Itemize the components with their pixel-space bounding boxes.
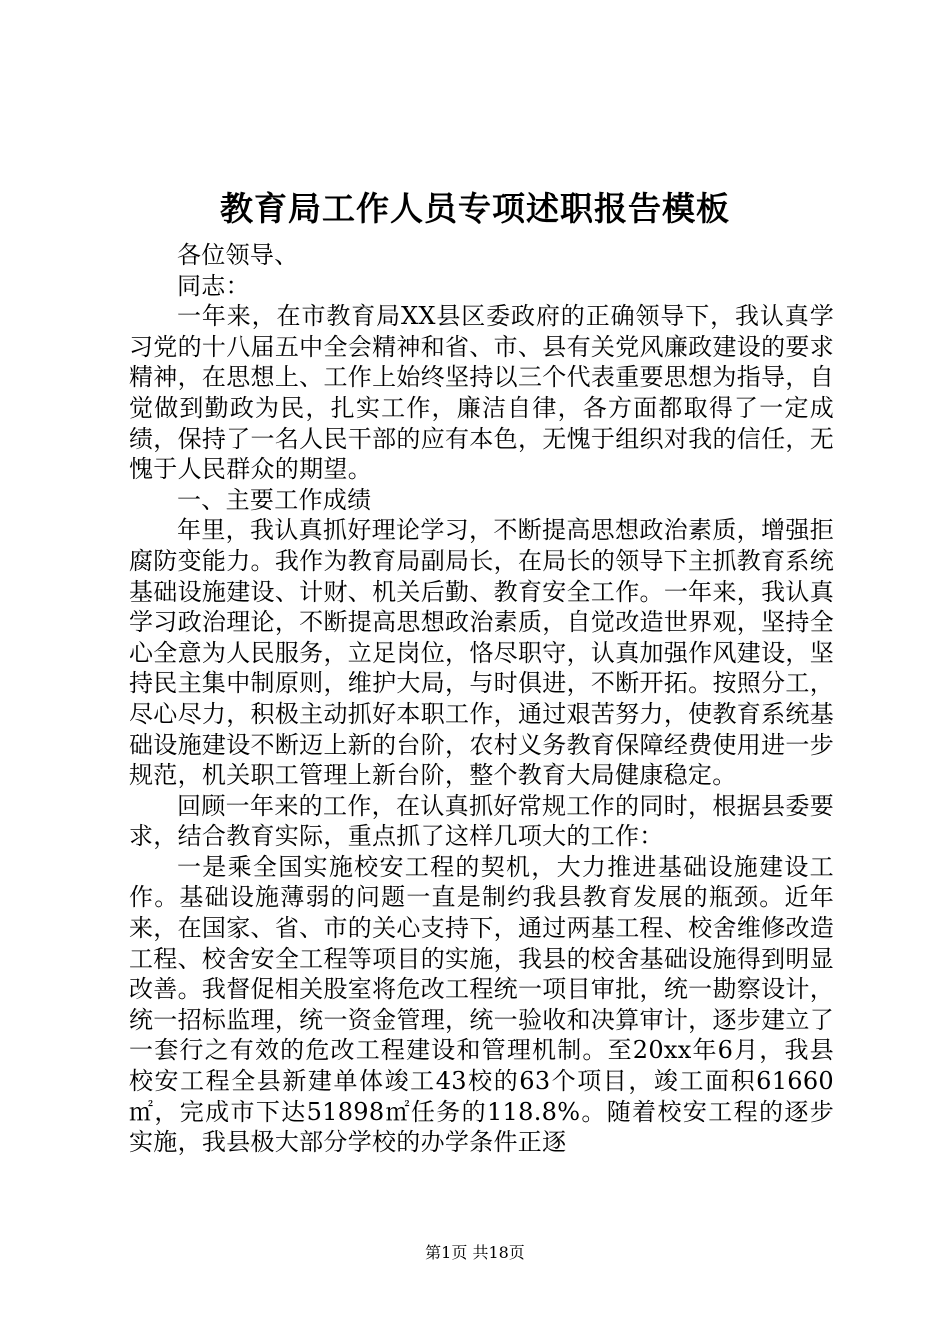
body-paragraph: 回顾一年来的工作，在认真抓好常规工作的同时，根据县委要求，结合教育实际，重点抓了这样几项大的工作：	[129, 791, 834, 851]
page-number-footer: 第1页 共18页	[425, 1243, 525, 1262]
salutation-line-1: 各位领导、	[177, 241, 299, 269]
salutation-line-2: 同志：	[177, 271, 250, 300]
body-paragraph: 年里，我认真抓好理论学习，不断提高思想政治素质，增强拒腐防变能力。我作为教育局副局长，在局长的领导下主抓教育系统基础设施建设、计财、机关后勤、教育安全工作。一年来，我认真学习政治理论，不断提高思想政治素质，自觉改造世界观，坚持全心全意为人民服务，立足岗位，恪尽职守，认真加强作风建设，坚持民主集中制原则，维护大局，与时俱进，不断开拓。按照分工，尽心尽力，积极主动抓好本职工作，通过艰苦努力，使教育系统基础设施建设不断迈上新的台阶，农村义务教育保障经费使用进一步规范，机关职工管理上新台阶，整个教育大局健康稳定。	[129, 516, 834, 790]
document-title: 教育局工作人员专项述职报告模板	[220, 189, 730, 228]
section-heading: 一、主要工作成绩	[177, 485, 372, 514]
intro-paragraph: 一年来，在市教育局XX县区委政府的正确领导下，我认真学习党的十八届五中全会精神和省、市、县有关党风廉政建设的要求精神，在思想上、工作上始终坚持以三个代表重要思想为指导，自觉做到勤政为民，扎实工作，廉洁自律，各方面都取得了一定成绩，保持了一名人民干部的应有本色，无愧于组织对我的信任，无愧于人民群众的期望。	[129, 302, 834, 484]
body-paragraph: 一是乘全国实施校安工程的契机，大力推进基础设施建设工作。基础设施薄弱的问题一直是制约我县教育发展的瓶颈。近年来，在国家、省、市的关心支持下，通过两基工程、校舍维修改造工程、校舍安全工程等项目的实施，我县的校舍基础设施得到明显改善。我督促相关股室将危改工程统一项目审批，统一勘察设计，统一招标监理，统一资金管理，统一验收和决算审计，逐步建立了一套行之有效的危改工程建设和管理机制。至20xx年6月，我县校安工程全县新建单体竣工43校的63个项目，竣工面积61660㎡，完成市下达51898㎡任务的118.8%。随着校安工程的逐步实施，我县极大部分学校的办学条件正逐	[129, 852, 834, 1157]
document-body	[129, 240, 834, 1158]
